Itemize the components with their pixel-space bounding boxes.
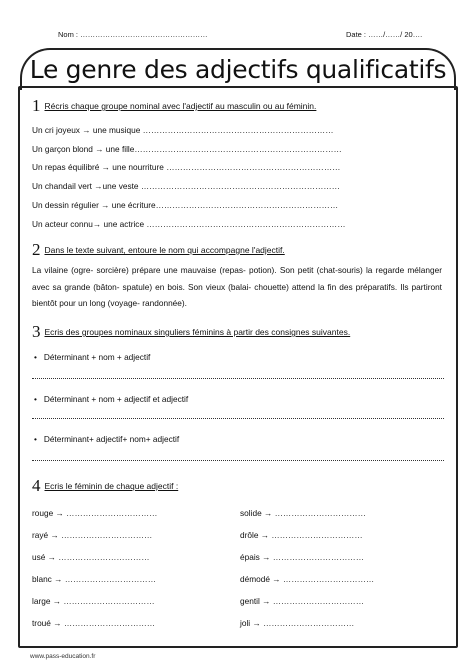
exercise-3-bullet-text: Déterminant + nom + adjectif et adjectif bbox=[43, 394, 189, 404]
section-2-heading bbox=[32, 240, 285, 260]
adjective-word: usé → bbox=[32, 552, 56, 562]
adjective-item bbox=[32, 552, 150, 562]
adjective-word: large → bbox=[32, 596, 62, 606]
adjective-item bbox=[240, 508, 366, 518]
answer-dots[interactable]: …………………………… bbox=[272, 596, 365, 606]
answer-dots[interactable]: …………………………… bbox=[282, 574, 375, 584]
page-title: Le genre des adjectifs qualificatifs bbox=[29, 55, 447, 84]
answer-dots[interactable]: …………………………… bbox=[63, 596, 155, 606]
answer-dots[interactable]: …………………………… bbox=[63, 618, 156, 628]
section-2-number: 2 bbox=[32, 240, 41, 259]
adjective-word: drôle → bbox=[240, 530, 270, 540]
exercise-3-bullet: • Déterminant + nom + adjectif bbox=[34, 352, 151, 362]
adjective-word: épais → bbox=[240, 552, 271, 562]
name-field-label: Nom : …………………………………………… bbox=[58, 30, 208, 39]
answer-dots[interactable]: …………………………… bbox=[64, 574, 157, 584]
exercise-1-line: Un dessin régulier → une écriture………………………………………………………… bbox=[32, 200, 339, 210]
adjective-item bbox=[32, 618, 155, 628]
answer-dots[interactable]: …………………………… bbox=[263, 618, 355, 628]
answer-line[interactable] bbox=[32, 460, 444, 461]
answer-dots[interactable]: …………………………… bbox=[272, 552, 365, 562]
exercise-3-bullet: • Déterminant + nom + adjectif et adjectif bbox=[34, 394, 189, 404]
section-2-instruction: Dans le texte suivant, entoure le nom qui accompagne l'adjectif. bbox=[44, 245, 285, 255]
adjective-item bbox=[32, 574, 156, 584]
date-field-label: Date : ……/……/ 20…. bbox=[346, 30, 423, 39]
section-1-number: 1 bbox=[32, 96, 41, 115]
answer-dots[interactable]: …………………………… bbox=[58, 552, 150, 562]
adjective-word: démodé → bbox=[240, 574, 281, 584]
section-3-heading bbox=[32, 322, 350, 342]
section-3-number: 3 bbox=[32, 322, 41, 341]
exercise-1-line: Un garçon blond → une fille………………………………………………………………… bbox=[32, 144, 342, 154]
adjective-item bbox=[240, 552, 364, 562]
answer-dots[interactable]: …………………………… bbox=[66, 508, 158, 518]
exercise-3-bullet-text: Déterminant+ adjectif+ nom+ adjectif bbox=[43, 434, 180, 444]
adjective-word: joli → bbox=[240, 618, 261, 628]
adjective-word: gentil → bbox=[240, 596, 271, 606]
adjective-word: rayé → bbox=[32, 530, 59, 540]
footer-url[interactable]: www.pass-education.fr bbox=[30, 653, 96, 660]
adjective-word: troué → bbox=[32, 618, 62, 628]
section-4-heading bbox=[32, 476, 178, 496]
answer-dots[interactable]: …………………………… bbox=[61, 530, 153, 540]
exercise-2-paragraph: La vilaine (ogre- sorcière) prépare une mauvaise (repas- potion). Son petit (chat-souris) la regarde mélanger avec sa grande (bâton- spatule) en bois. Son vieux (balai- chouette) attend la fin des préparatifs. Ils partiront bientôt pour un long (voyage- randonnée). bbox=[32, 265, 442, 308]
title-banner bbox=[20, 48, 456, 90]
exercise-3-bullet: • Déterminant+ adjectif+ nom+ adjectif bbox=[34, 434, 180, 444]
section-3-instruction: Ecris des groupes nominaux singuliers féminins à partir des consignes suivantes. bbox=[44, 327, 351, 337]
adjective-word: rouge → bbox=[32, 508, 64, 518]
section-1-instruction: Récris chaque groupe nominal avec l'adjectif au masculin ou au féminin. bbox=[44, 101, 317, 111]
exercise-1-line: Un repas équilibré → une nourriture ……………………………………………………… bbox=[32, 162, 341, 172]
adjective-item bbox=[240, 596, 364, 606]
exercise-1-line: Un cri joyeux → une musique …………………………………………………………… bbox=[32, 125, 334, 135]
section-1-heading bbox=[32, 96, 316, 116]
adjective-item bbox=[240, 530, 363, 540]
adjective-item bbox=[32, 596, 155, 606]
adjective-word: solide → bbox=[240, 508, 273, 518]
answer-line[interactable] bbox=[32, 418, 444, 419]
adjective-item bbox=[32, 530, 152, 540]
adjective-word: blanc → bbox=[32, 574, 63, 584]
exercise-1-line: Un chandail vert →une veste ……………………………………………………………… bbox=[32, 181, 340, 191]
section-4-number: 4 bbox=[32, 476, 41, 495]
exercise-1-line: Un acteur connu→ une actrice ……………………………………………………………… bbox=[32, 219, 346, 229]
adjective-item bbox=[240, 618, 354, 628]
section-4-instruction: Ecris le féminin de chaque adjectif : bbox=[44, 481, 179, 491]
exercise-3-bullet-text: Déterminant + nom + adjectif bbox=[43, 352, 151, 362]
adjective-item bbox=[32, 508, 157, 518]
answer-dots[interactable]: …………………………… bbox=[271, 530, 363, 540]
answer-dots[interactable]: …………………………… bbox=[274, 508, 366, 518]
adjective-item bbox=[240, 574, 374, 584]
answer-line[interactable] bbox=[32, 378, 444, 379]
